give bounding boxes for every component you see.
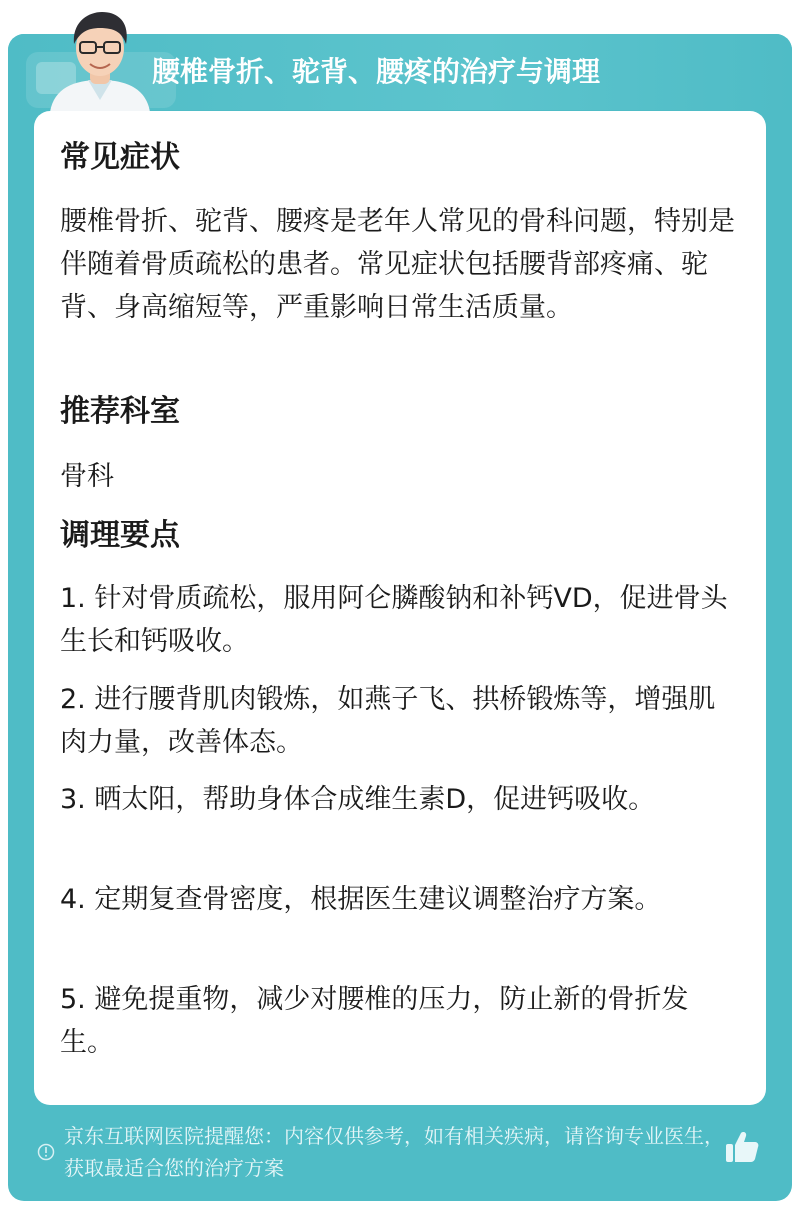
symptoms-heading: 常见症状 <box>60 140 180 175</box>
footer-notice: 京东互联网医院提醒您：内容仅供参考，如有相关疾病，请咨询专业医生，获取最适合您的治疗方案 <box>64 1124 724 1180</box>
care-item: 4. 定期复查骨密度，根据医生建议调整治疗方案。 <box>60 884 662 915</box>
care-heading: 调理要点 <box>60 518 180 553</box>
symptoms-text: 腰椎骨折、驼背、腰疼是老年人常见的骨科问题，特别是伴随着骨质疏松的患者。常见症状包括腰背部疼痛、驼背、身高缩短等，严重影响日常生活质量。 <box>60 206 735 323</box>
care-item: 2. 进行腰背肌肉锻炼，如燕子飞、拱桥锻炼等，增强肌肉力量，改善体态。 <box>60 684 716 758</box>
department-heading: 推荐科室 <box>60 394 180 429</box>
page-title: 腰椎骨折、驼背、腰疼的治疗与调理 <box>152 55 601 88</box>
care-item: 3. 晒太阳，帮助身体合成维生素D，促进钙吸收。 <box>60 784 656 815</box>
thumbs-up-icon[interactable] <box>724 1130 760 1164</box>
department-text: 骨科 <box>60 461 114 492</box>
care-item: 5. 避免提重物，减少对腰椎的压力，防止新的骨折发生。 <box>60 984 689 1058</box>
doctor-avatar <box>40 4 160 112</box>
care-item: 1. 针对骨质疏松，服用阿仑膦酸钠和补钙VD，促进骨头生长和钙吸收。 <box>60 583 728 657</box>
info-circle-icon <box>37 1143 55 1161</box>
